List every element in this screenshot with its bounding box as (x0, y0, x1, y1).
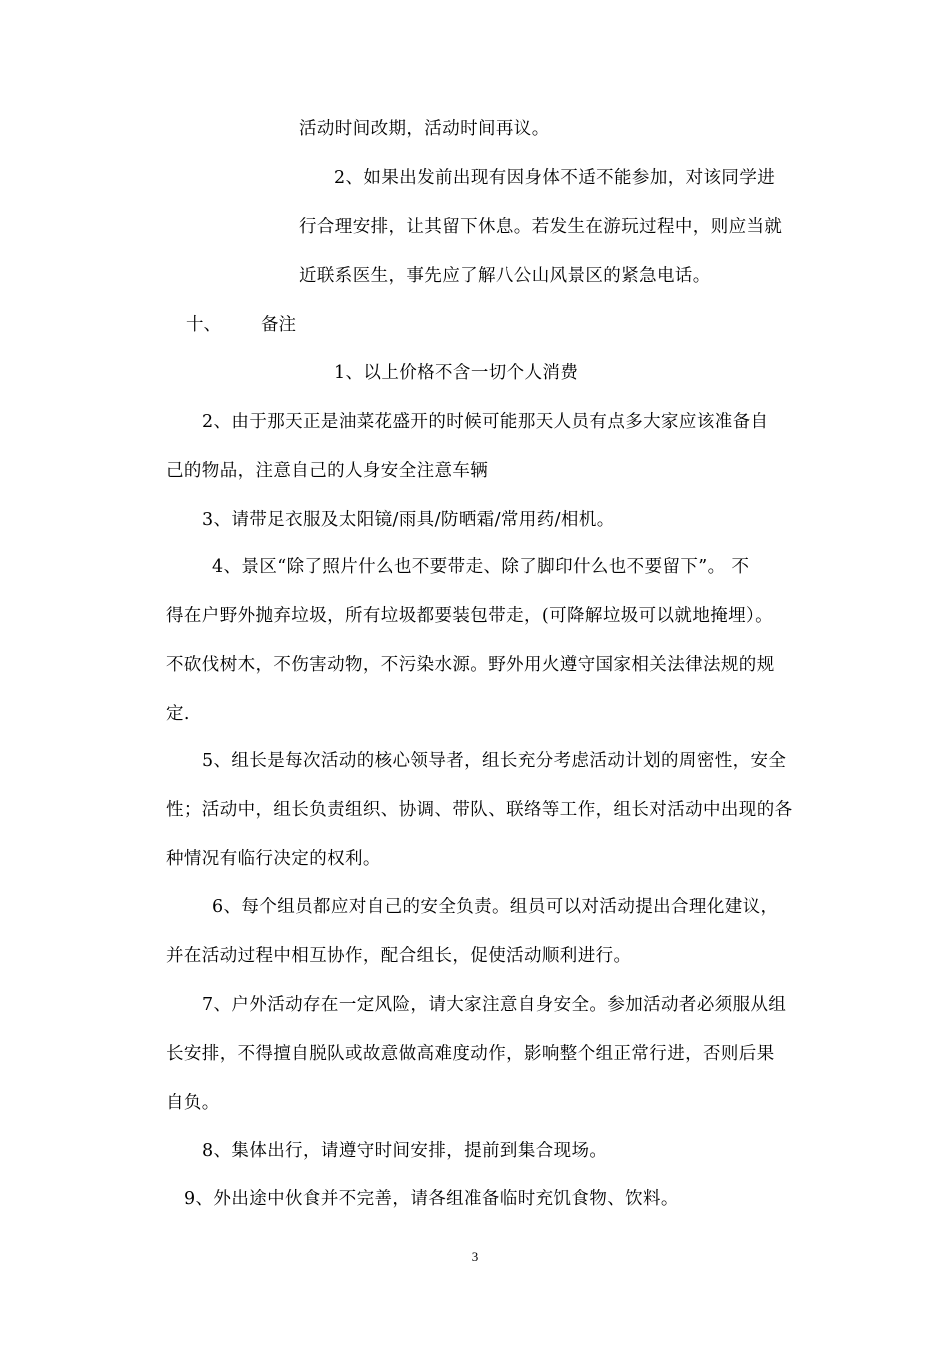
note-4-line-1: 4、景区“除了照片什么也不要带走、除了脚印什么也不要留下”。 不 (212, 557, 750, 577)
note-2-line-2: 己的物品，注意自己的人身安全注意车辆 (166, 461, 489, 481)
note-4-line-3: 不砍伐树木，不伤害动物，不污染水源。野外用火遵守国家相关法律法规的规 (166, 655, 775, 675)
paragraph-line: 近联系医生，事先应了解八公山风景区的紧急电话。 (299, 266, 711, 286)
paragraph-line: 活动时间改期，活动时间再议。 (299, 119, 550, 139)
paragraph-line: 2、如果出发前出现有因身体不适不能参加，对该同学进 (334, 168, 776, 188)
note-8: 8、集体出行，请遵守时间安排，提前到集合现场。 (202, 1141, 608, 1161)
note-3: 3、请带足衣服及太阳镜/雨具/防晒霜/常用药/相机。 (202, 510, 615, 530)
note-4-line-4: 定. (166, 704, 190, 724)
note-1: 1、以上价格不含一切个人消费 (334, 363, 579, 383)
note-2-line-1: 2、由于那天正是油菜花盛开的时候可能那天人员有点多大家应该准备自 (202, 412, 769, 432)
section-number: 十、 (186, 315, 221, 335)
note-7-line-3: 自负。 (166, 1093, 220, 1113)
note-6-line-1: 6、每个组员都应对自己的安全负责。组员可以对活动提出合理化建议， (212, 897, 779, 917)
note-9: 9、外出途中伙食并不完善，请各组准备临时充饥食物、饮料。 (184, 1189, 679, 1209)
paragraph-line: 行合理安排，让其留下休息。若发生在游玩过程中，则应当就 (299, 217, 783, 237)
note-5-line-1: 5、组长是每次活动的核心领导者，组长充分考虑活动计划的周密性，安全 (202, 751, 787, 771)
note-7-line-2: 长安排，不得擅自脱队或故意做高难度动作，影响整个组正常行进，否则后果 (166, 1044, 775, 1064)
note-5-line-3: 种情况有临行决定的权利。 (166, 849, 381, 869)
page-number: 3 (471, 1249, 479, 1264)
note-6-line-2: 并在活动过程中相互协作，配合组长，促使活动顺利进行。 (166, 946, 632, 966)
note-7-line-1: 7、户外活动存在一定风险，请大家注意自身安全。参加活动者必须服从组 (202, 995, 787, 1015)
note-5-line-2: 性；活动中，组长负责组织、协调、带队、联络等工作，组长对活动中出现的各 (166, 800, 793, 820)
note-4-line-2: 得在户野外抛弃垃圾，所有垃圾都要装包带走，(可降解垃圾可以就地掩埋）。 (166, 606, 774, 626)
section-title: 备注 (261, 315, 296, 335)
